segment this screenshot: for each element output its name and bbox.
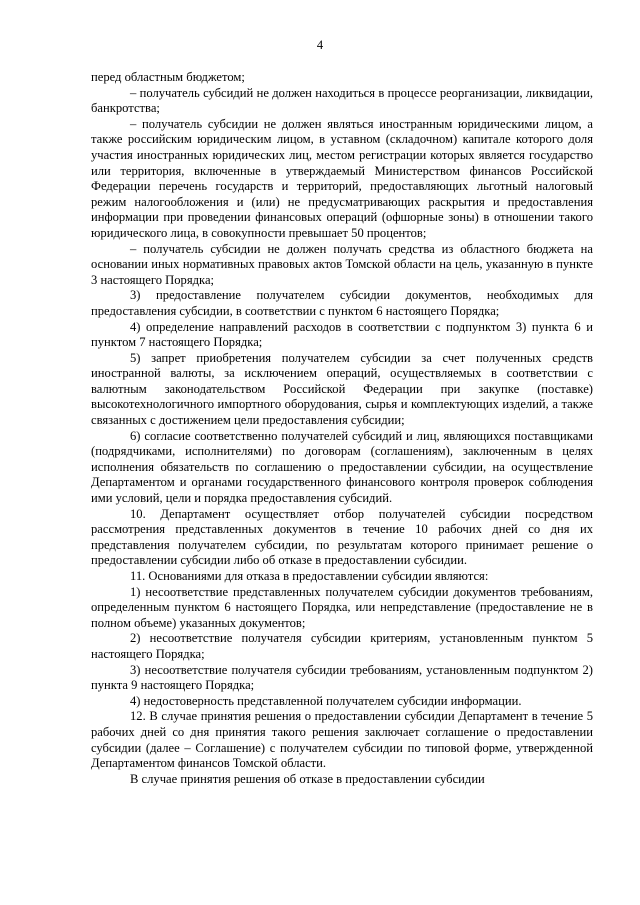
- paragraph-dash-other-acts: – получатель субсидии не должен получать средства из областного бюджета на основании иных нормативных правовых актов Томской области на цель, указанную в пункте 3 настоящего Порядка;: [91, 241, 593, 287]
- paragraph-section-11: 11. Основаниями для отказа в предоставлении субсидии являются:: [130, 569, 489, 583]
- paragraph-item-4: 4) определение направлений расходов в соответствии с подпунктом 3) пункта 6 и пунктом 7 настоящего Порядка;: [91, 319, 593, 350]
- paragraph-refusal-3: 3) несоответствие получателя субсидии требованиям, установленным подпунктом 2) пункта 9 настоящего Порядка;: [91, 662, 593, 693]
- paragraph-dash-foreign-entity: – получатель субсидии не должен являться иностранным юридическими лицом, а также российским юридическим лицом, в уставном (складочном) капитале которого доля участия иностранных юридических лиц, местом регистрации которых является государство или территория, включенные в утверждаемый Министерством финансов Российской Федерации перечень государств и территорий, предоставляющих льготный налоговый режим налогообложения и (или) не предусматривающих раскрытия и предоставления информации при проведении финансовых операций (офшорные зоны) в отношении такого юридического лица, в совокупности превышает 50 процентов;: [91, 116, 593, 240]
- paragraph-section-10: 10. Департамент осуществляет отбор получателей субсидии посредством рассмотрения представленных документов в течение 10 рабочих дней со дня их представления получателем субсидии, по результатам которого принимает решение о предоставлении субсидии либо об отказе в предоставлении субсидии.: [91, 506, 593, 568]
- paragraph-refusal-1: 1) несоответствие представленных получателем субсидии документов требованиям, определенным пунктом 6 настоящего Порядка, или непредставление (предоставление не в полном объеме) указанных документов;: [91, 584, 593, 630]
- paragraph-continuation: перед областным бюджетом;: [91, 70, 245, 84]
- paragraph-dash-reorganization: – получатель субсидий не должен находиться в процессе реорганизации, ликвидации, банкротства;: [91, 85, 593, 116]
- paragraph-refusal-4: 4) недостоверность представленной получателем субсидии информации.: [130, 693, 522, 708]
- paragraph-item-3: 3) предоставление получателем субсидии документов, необходимых для предоставления субсидии, в соответствии с пунктом 6 настоящего Порядка;: [91, 288, 593, 318]
- paragraph-item-5: 5) запрет приобретения получателем субсидии за счет полученных средств иностранной валюты, за исключением операций, осуществляемых в соответствии с валютным законодательством Российской Федерации при закупке (поставке) высокотехнологичного импортного оборудования, сырья и комплектующих изделий, а также связанных с достижением цели предоставления субсидии;: [91, 350, 593, 428]
- paragraph-refusal-2: 2) несоответствие получателя субсидии критериям, установленным пунктом 5 настоящего Порядка;: [91, 631, 593, 661]
- document-body: [91, 70, 593, 787]
- paragraph-item-6: 6) согласие соответственно получателей субсидий и лиц, являющихся поставщиками (подрядчиками, исполнителями) по договорам (соглашениям), заключенным в целях исполнения обязательств по соглашению о предоставлении субсидии, на осуществление Департаментом и органами государственного финансового контроля проверок соблюдения ими условий, цели и порядка предоставления субсидий.: [91, 428, 593, 506]
- paragraph-section-12: 12. В случае принятия решения о предоставлении субсидии Департамент в течение 5 рабочих дней со дня принятия такого решения заключает соглашение о предоставлении субсидии (далее – Соглашение) с получателем субсидии по типовой форме, утвержденной Департаментом финансов Томской области.: [91, 709, 593, 771]
- paragraph-refusal-decision: В случае принятия решения об отказе в предоставлении субсидии: [130, 771, 485, 786]
- page-number: 4: [316, 38, 324, 52]
